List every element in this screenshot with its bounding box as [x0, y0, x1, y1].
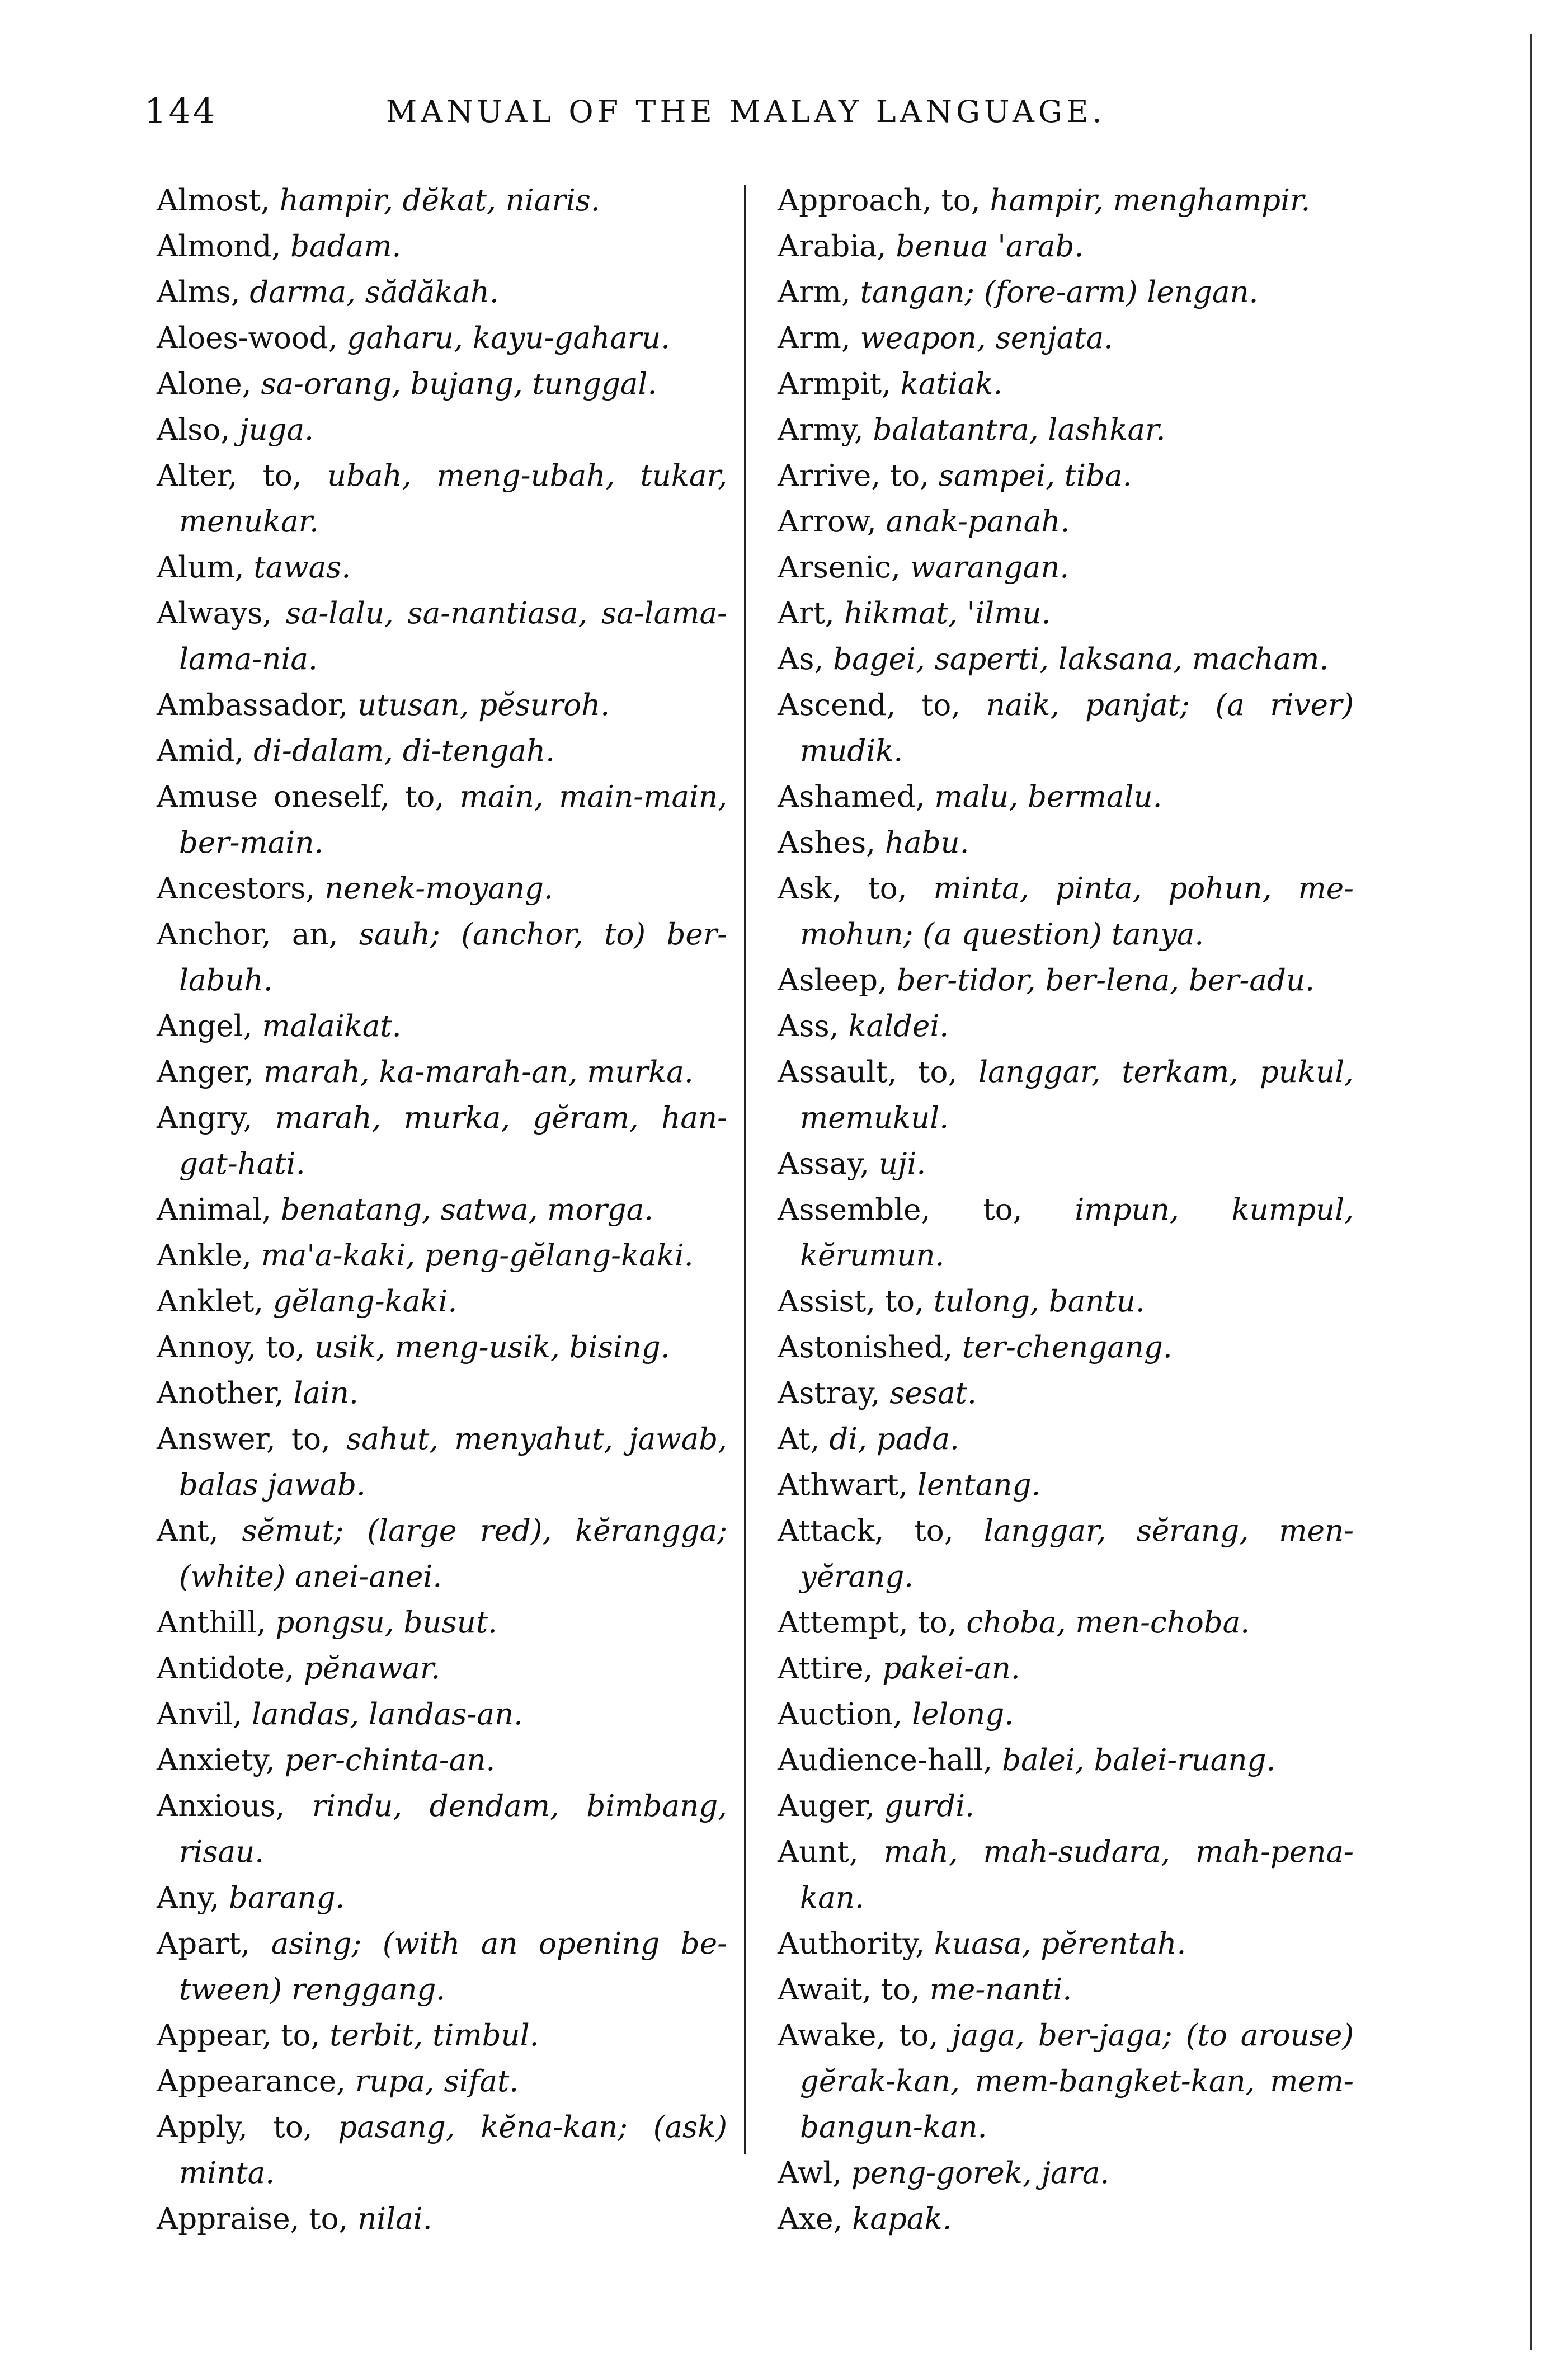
dictionary-entry: Animal, benatang, satwa, morga.	[157, 1193, 654, 1227]
dictionary-entry: Anvil, landas, landas-an.	[157, 1697, 523, 1732]
dictionary-entry: Alone, sa-orang, bujang, tunggal.	[157, 367, 657, 401]
dictionary-entry: Ass, kaldei.	[778, 1009, 949, 1043]
dictionary-entry: Armpit, katiak.	[778, 367, 1003, 401]
dictionary-entry: Arm, weapon, senjata.	[778, 321, 1114, 355]
dictionary-entry: Anthill, pongsu, busut.	[157, 1606, 497, 1640]
dictionary-entry: Anchor, an, sauh; (anchor, to) ber-labuh.	[157, 918, 728, 998]
dictionary-entry: Ashamed, malu, bermalu.	[778, 780, 1162, 814]
page-edge-line	[1530, 34, 1532, 2350]
dictionary-entry: Asleep, ber-tidor, ber-lena, ber-adu.	[778, 963, 1315, 998]
dictionary-entry: Army, balatantra, lashkar.	[778, 413, 1166, 447]
dictionary-entry: Alter, to, ubah, meng-ubah, tukar, menukar.	[157, 459, 728, 539]
page-number: 144	[144, 91, 218, 131]
dictionary-entry: Apart, asing; (with an opening be-tween) renggang.	[157, 1927, 727, 2007]
dictionary-entry: Appearance, rupa, sifat.	[157, 2064, 519, 2099]
dictionary-entry: Astonished, ter-chengang.	[778, 1330, 1173, 1365]
dictionary-entry: Authority, kuasa, pĕrentah.	[778, 1927, 1186, 1961]
dictionary-entry: Ancestors, nenek-moyang.	[157, 872, 553, 906]
dictionary-entry: Any, barang.	[157, 1881, 345, 1915]
dictionary-entry: Ask, to, minta, pinta, pohun, me-mohun; (a question) tanya.	[778, 872, 1354, 952]
dictionary-entry: Arrive, to, sampei, tiba.	[778, 459, 1132, 493]
dictionary-entry: Antidote, pĕnawar.	[157, 1652, 441, 1686]
dictionary-entry: Axe, kapak.	[778, 2202, 952, 2236]
dictionary-entry: Auger, gurdi.	[778, 1789, 975, 1823]
page-header	[0, 0, 1568, 168]
dictionary-entry: Astray, sesat.	[778, 1376, 977, 1410]
dictionary-entry: Almond, badam.	[157, 229, 402, 264]
dictionary-entry: Attack, to, langgar, sĕrang, men-yĕrang.	[778, 1514, 1354, 1594]
dictionary-entry: Angry, marah, murka, gĕram, han-gat-hati.	[157, 1101, 727, 1181]
dictionary-entry: Anger, marah, ka-marah-an, murka.	[157, 1055, 694, 1089]
running-title: MANUAL OF THE MALAY LANGUAGE.	[386, 94, 1106, 129]
dictionary-entry: Art, hikmat, 'ilmu.	[778, 596, 1051, 631]
dictionary-entry: Apply, to, pasang, kĕna-kan; (ask) minta.	[157, 2110, 728, 2190]
dictionary-entry: Ashes, habu.	[778, 826, 969, 860]
column-divider	[744, 185, 746, 2154]
dictionary-entry: Anxious, rindu, dendam, bimbang, risau.	[157, 1789, 727, 1869]
dictionary-entry: Aunt, mah, mah-sudara, mah-pena-kan.	[778, 1835, 1354, 1915]
dictionary-entry: Anxiety, per-chinta-an.	[157, 1743, 496, 1777]
dictionary-entry: Arabia, benua 'arab.	[778, 229, 1084, 264]
dictionary-entry: Answer, to, sahut, menyahut, jawab, balas jawab.	[157, 1422, 727, 1502]
dictionary-entry: Ankle, ma'a-kaki, peng-gĕlang-kaki.	[157, 1239, 694, 1273]
dictionary-entry: Appraise, to, nilai.	[157, 2202, 432, 2236]
dictionary-entry: Ascend, to, naik, panjat; (a river) mudik.	[778, 688, 1354, 768]
dictionary-entry: Ambassador, utusan, pĕsuroh.	[157, 688, 610, 722]
dictionary-entry: Amuse oneself, to, main, main-main, ber-main.	[157, 780, 727, 860]
dictionary-entry: Annoy, to, usik, meng-usik, bising.	[157, 1330, 670, 1365]
dictionary-entry: Always, sa-lalu, sa-nantiasa, sa-lama-lama-nia.	[157, 596, 727, 676]
dictionary-entry: Awl, peng-gorek, jara.	[778, 2156, 1110, 2190]
dictionary-entry: Athwart, lentang.	[778, 1468, 1041, 1502]
dictionary-entry: Angel, malaikat.	[157, 1009, 402, 1043]
dictionary-entry: Appear, to, terbit, timbul.	[157, 2019, 539, 2053]
dictionary-entry: Attempt, to, choba, men-choba.	[778, 1606, 1250, 1640]
dictionary-entry: Another, lain.	[157, 1376, 359, 1410]
dictionary-entry: Arm, tangan; (fore-arm) lengan.	[778, 275, 1259, 309]
dictionary-entry: Awake, to, jaga, ber-jaga; (to arouse) gĕrak-kan, mem-bangket-kan, mem-bangun-kan.	[778, 2019, 1354, 2144]
dictionary-entry: Assault, to, langgar, terkam, pukul, memukul.	[778, 1055, 1354, 1135]
dictionary-entry: As, bagei, saperti, laksana, macham.	[778, 642, 1329, 676]
dictionary-entry: Arsenic, warangan.	[778, 551, 1070, 585]
dictionary-entry: Amid, di-dalam, di-tengah.	[157, 734, 555, 768]
dictionary-entry: Arrow, anak-panah.	[778, 505, 1070, 539]
dictionary-entry: Assemble, to, impun, kumpul, kĕrumun.	[778, 1193, 1354, 1273]
dictionary-entry: Assist, to, tulong, bantu.	[778, 1285, 1145, 1319]
dictionary-entry: At, di, pada.	[778, 1422, 959, 1456]
dictionary-entry: Anklet, gĕlang-kaki.	[157, 1285, 458, 1319]
dictionary-entry: Almost, hampir, dĕkat, niaris.	[157, 184, 600, 218]
dictionary-entry: Also, juga.	[157, 413, 314, 447]
dictionary-entry: Audience-hall, balei, balei-ruang.	[778, 1743, 1276, 1777]
dictionary-entry: Assay, uji.	[778, 1147, 926, 1181]
dictionary-entry: Await, to, me-nanti.	[778, 1973, 1072, 2007]
dictionary-entry: Alum, tawas.	[157, 551, 351, 585]
left-column	[157, 178, 727, 2242]
dictionary-entry: Aloes-wood, gaharu, kayu-gaharu.	[157, 321, 671, 355]
dictionary-entry: Ant, sĕmut; (large red), kĕrangga; (white) anei-anei.	[157, 1514, 727, 1594]
dictionary-entry: Approach, to, hampir, menghampir.	[778, 184, 1311, 218]
dictionary-entry: Auction, lelong.	[778, 1697, 1014, 1732]
dictionary-entry: Alms, darma, sădăkah.	[157, 275, 499, 309]
right-column	[778, 178, 1354, 2242]
dictionary-entry: Attire, pakei-an.	[778, 1652, 1020, 1686]
